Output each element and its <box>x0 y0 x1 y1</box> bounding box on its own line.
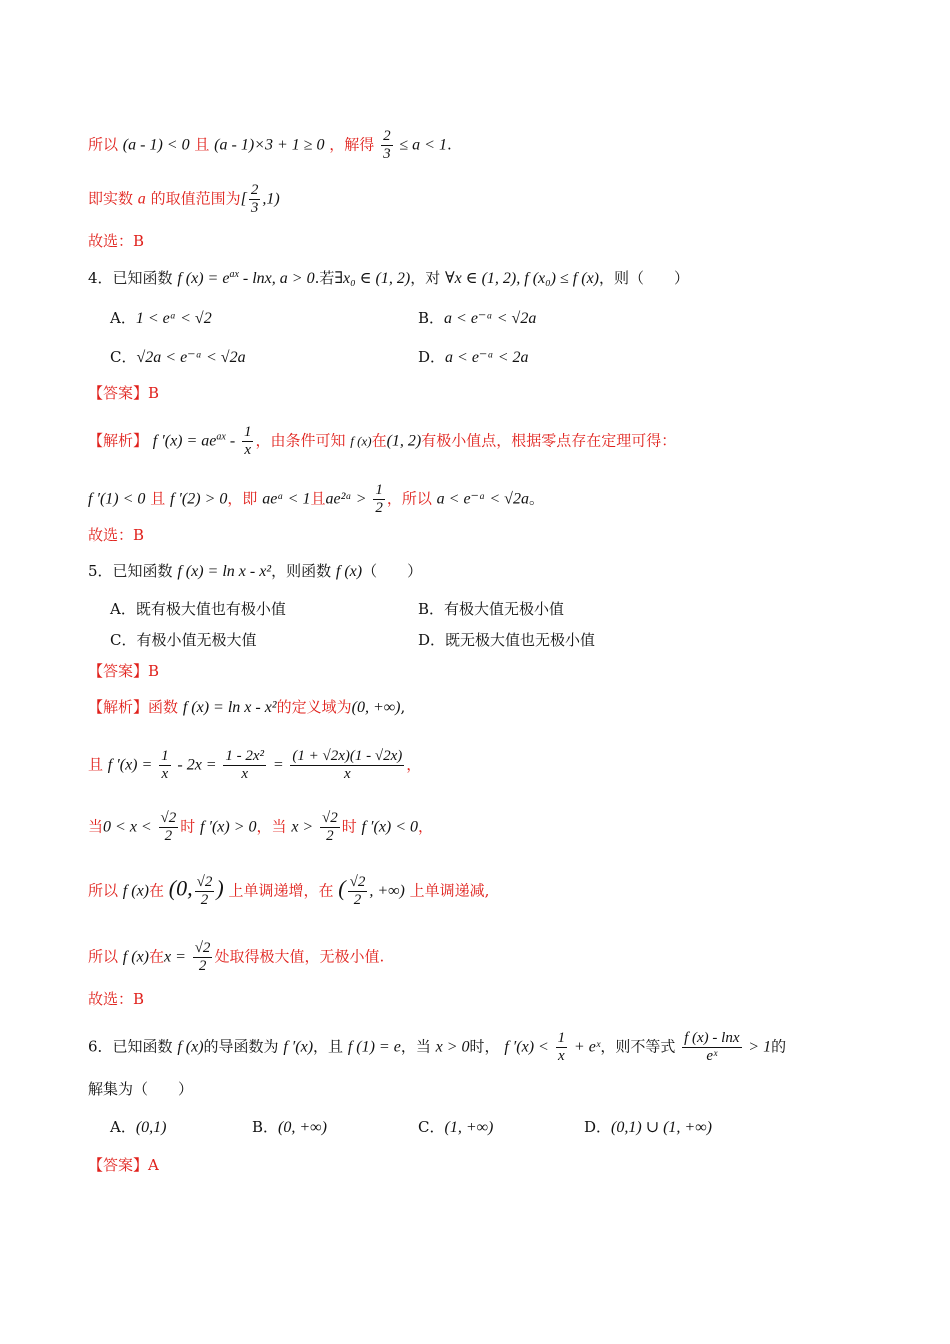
q6-stem <box>88 1030 890 1065</box>
fraction <box>193 940 213 975</box>
frac-num: √2 <box>194 940 211 956</box>
text: ，由条件可知 <box>255 431 346 450</box>
math: x > 0 <box>435 1038 470 1056</box>
text: 当 <box>88 817 104 836</box>
frac-num: 1 <box>375 482 383 498</box>
fraction <box>242 424 254 459</box>
frac-num: √2 <box>322 810 338 826</box>
q4-option-c <box>110 346 246 369</box>
text: ，则函数 <box>271 562 332 580</box>
q4-answer: 【答案】B <box>88 384 160 402</box>
math: a <box>137 190 146 208</box>
fraction <box>373 482 385 517</box>
text: D． <box>584 1118 612 1136</box>
fraction <box>223 748 266 783</box>
q5-answer: 【答案】B <box>88 662 160 680</box>
q4-analysis-line1 <box>88 424 890 459</box>
math: - 2x = <box>177 756 217 774</box>
math: f ′(x) > 0 <box>200 818 257 836</box>
math: (1, +∞) <box>444 1119 494 1136</box>
q5-analysis-line3 <box>88 810 890 845</box>
math: (0,1) <box>135 1119 167 1136</box>
math: = <box>272 756 284 774</box>
q6-answer: 【答案】A <box>88 1156 159 1174</box>
math: - <box>225 432 236 450</box>
math: f ′(1) < 0 <box>88 490 146 508</box>
text: 且 <box>88 755 104 774</box>
text: 时 <box>180 817 196 836</box>
q5-analysis-line4 <box>88 874 890 909</box>
text: 【解析】 <box>88 698 149 716</box>
frac-den: x <box>558 1048 565 1064</box>
frac-num: f (x) - lnx <box>684 1030 740 1046</box>
text: 有极小值点，根据零点存在定理可得： <box>421 431 677 450</box>
text: ，解得 <box>329 135 375 154</box>
text: 所以 <box>88 881 119 900</box>
fraction <box>381 128 393 163</box>
math: f (x) = e <box>177 270 230 287</box>
text: .若 <box>314 269 335 287</box>
fraction <box>320 810 340 845</box>
math: f ′(x) <box>283 1038 314 1056</box>
math: f ′(2) > 0 <box>169 490 228 508</box>
q6-option-d <box>584 1116 712 1139</box>
text: ，则（ ） <box>599 269 690 287</box>
math: x > <box>291 818 314 836</box>
frac-num: 2 <box>383 128 391 144</box>
text: 即实数 <box>88 189 134 208</box>
text: 函数 <box>148 698 179 716</box>
text: 在 <box>149 947 165 966</box>
text: C． <box>418 1118 445 1136</box>
math: f ′(x) = ae <box>152 432 217 450</box>
math-sup: ax <box>216 431 226 443</box>
math: a < e⁻ᵃ < 2a <box>445 349 529 366</box>
text: ，且 <box>313 1037 344 1056</box>
frac-num: 1 <box>243 424 252 440</box>
text: 且 <box>310 489 326 508</box>
q5-option-d: D．既无极大值也无极小值 <box>418 631 596 649</box>
frac-den: 2 <box>200 892 209 908</box>
math: f (x) <box>122 948 149 966</box>
text: 5．已知函数 <box>88 562 173 580</box>
text: ，当 <box>256 817 287 836</box>
fraction <box>556 1030 568 1065</box>
text: 的 <box>771 1037 787 1056</box>
math: (0, +∞) <box>278 1119 327 1136</box>
q5-option-c: C．有极小值无极大值 <box>110 631 257 649</box>
text: 4．已知函数 <box>88 269 173 287</box>
math: a < e⁻ᵃ < √2a <box>444 310 537 327</box>
text: 的定义域为 <box>276 698 352 716</box>
text: 上单调递减, <box>409 881 490 900</box>
text: 时 <box>341 817 357 836</box>
frac-den: 2 <box>326 828 334 844</box>
math: aeᵃ < 1 <box>262 490 311 508</box>
math: > 1 <box>748 1038 772 1056</box>
text: B． <box>418 309 445 327</box>
frac-den: 2 <box>353 892 362 908</box>
math: - lnx, a > 0 <box>238 270 315 287</box>
frac-den: 3 <box>250 200 259 216</box>
math: x = <box>164 948 186 966</box>
frac-num: √2 <box>160 810 177 826</box>
q4-option-d <box>418 346 529 369</box>
text: 处取得极大值，无极小值. <box>214 947 385 966</box>
math: ( <box>338 875 346 901</box>
text: 6．已知函数 <box>88 1037 173 1056</box>
math: ,1) <box>262 190 280 208</box>
frac-den: 2 <box>164 828 173 844</box>
math: (0, <box>168 875 193 901</box>
math: f (1) = e <box>347 1038 401 1056</box>
math: f ′(x) < <box>504 1038 549 1056</box>
q5-stem <box>88 560 890 583</box>
math: f (x) <box>122 882 149 900</box>
math: (0, +∞) <box>351 699 401 716</box>
math: f (x) <box>177 1038 204 1056</box>
text: ，即 <box>227 489 258 508</box>
text: 在 <box>149 881 165 900</box>
q4-option-b <box>418 307 536 330</box>
frac-num: 1 - 2x² <box>225 748 265 764</box>
text: 时， <box>469 1037 500 1056</box>
frac-num: (1 + √2x)(1 - √2x) <box>292 748 403 764</box>
q4-choose: 故选：B <box>88 526 145 544</box>
math-sup: ax <box>229 269 239 280</box>
frac-num: 2 <box>250 182 259 198</box>
math: [ <box>240 190 247 208</box>
q4-stem <box>88 264 890 290</box>
text: . <box>446 135 452 154</box>
q5-option-b: B．有极大值无极小值 <box>418 600 565 618</box>
frac-den: eˣ <box>706 1048 718 1064</box>
text: , <box>400 698 406 716</box>
text: C． <box>110 348 137 366</box>
q5-option-a: A．既有极大值也有极小值 <box>110 600 286 618</box>
text: ，所以 <box>386 489 432 508</box>
frac-num: √2 <box>196 874 213 890</box>
text: 且 <box>150 489 166 508</box>
text: ， <box>406 755 422 774</box>
q5-analysis-line5 <box>88 940 890 975</box>
q3-range-line <box>88 182 890 217</box>
q6-option-a <box>110 1116 167 1139</box>
text: ， <box>418 817 434 836</box>
text: ，当 <box>400 1037 431 1056</box>
text: 。 <box>528 489 544 508</box>
frac-num: 1 <box>161 748 169 764</box>
q5-analysis-line1 <box>88 696 890 719</box>
q3-choose: 故选：B <box>88 232 145 250</box>
q6-option-b <box>252 1116 327 1139</box>
math: ≤ a < 1 <box>399 136 447 154</box>
q4-option-a <box>110 307 212 330</box>
text: 上单调递增，在 <box>228 881 334 900</box>
math: (1, 2) <box>386 432 422 450</box>
fraction <box>159 810 179 845</box>
text: ，则不等式 <box>600 1037 676 1056</box>
q6-stem-line2: 解集为（ ） <box>88 1080 194 1098</box>
q5-choose: 故选：B <box>88 990 145 1008</box>
frac-den: 2 <box>198 958 207 974</box>
frac-den: 3 <box>383 146 391 162</box>
frac-num: 1 <box>557 1030 566 1046</box>
text: 的导函数为 <box>203 1037 279 1056</box>
math: √2a < e⁻ᵃ < √2a <box>136 349 246 366</box>
math: + eˣ <box>573 1038 601 1056</box>
fraction <box>348 874 368 909</box>
text: 且 <box>194 135 210 154</box>
fraction <box>249 182 261 217</box>
q4-analysis-line2 <box>88 482 890 517</box>
text: ，对 <box>410 269 441 287</box>
math: (a - 1) < 0 <box>122 136 190 154</box>
math: (a - 1)×3 + 1 ≥ 0 <box>214 136 325 154</box>
math: ) <box>216 875 224 901</box>
math: f (x) <box>335 563 363 580</box>
math: 0 < x < <box>103 818 152 836</box>
math: , +∞) <box>369 882 405 900</box>
text: A． <box>110 309 136 327</box>
frac-den: x <box>161 766 169 782</box>
text: 所以 <box>88 947 119 966</box>
math: f (x) = ln x - x² <box>177 563 272 580</box>
math: ae²ᵃ > <box>325 490 367 508</box>
math: ∃x₀ ∈ (1, 2) <box>334 270 411 287</box>
frac-den: 2 <box>375 500 383 516</box>
math: ∀x ∈ (1, 2), f (x₀) ≤ f (x) <box>444 270 599 287</box>
math: f (x) <box>350 433 372 449</box>
text: 【解析】 <box>88 431 149 450</box>
math: a < e⁻ᵃ < √2a <box>436 490 529 508</box>
text: 所以 <box>88 135 119 154</box>
q3-conclusion-line <box>88 128 890 163</box>
text: 在 <box>371 431 387 450</box>
frac-den: x <box>344 766 351 782</box>
fraction <box>159 748 171 783</box>
frac-den: x <box>244 442 252 458</box>
q5-analysis-line2 <box>88 748 890 783</box>
math: f (x) = ln x - x² <box>182 699 277 716</box>
fraction <box>195 874 215 909</box>
math: f ′(x) = <box>107 756 153 774</box>
text: D． <box>418 348 446 366</box>
q6-option-c <box>418 1116 493 1139</box>
math: (0,1) ∪ (1, +∞) <box>611 1119 712 1136</box>
text: A． <box>110 1118 136 1136</box>
fraction <box>682 1030 741 1065</box>
frac-den: x <box>241 766 249 782</box>
frac-num: √2 <box>349 874 366 890</box>
math: f ′(x) < 0 <box>361 818 419 836</box>
math: 1 < eᵃ < √2 <box>135 310 212 327</box>
text: （ ） <box>362 562 423 580</box>
text: 的取值范围为 <box>150 189 241 208</box>
fraction <box>290 748 404 783</box>
text: B． <box>252 1118 279 1136</box>
